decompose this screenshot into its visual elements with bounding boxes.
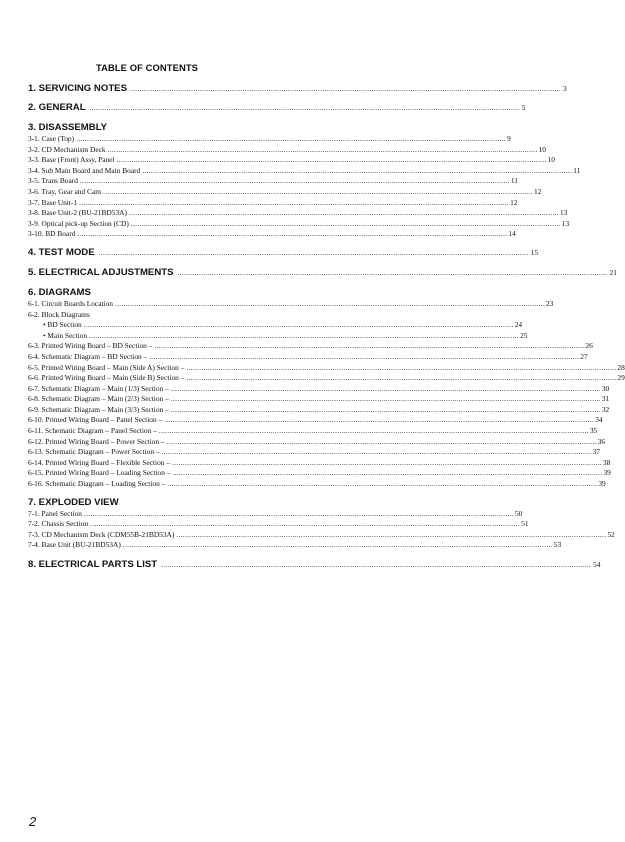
entry-page-number: 30 (601, 383, 610, 393)
toc-entry[interactable] (28, 134, 511, 145)
entry-label: 6-6. Printed Wiring Board – Main (Side B) Section – (28, 373, 185, 383)
section-page-number: 3 (562, 84, 567, 93)
toc-entry[interactable] (28, 155, 555, 166)
entry-label: 3-9. Optical pick-up Section (CD) (28, 218, 129, 228)
leader-dots: ........................................................................................................................................................................................................ (176, 530, 607, 539)
entry-page-number: 9 (507, 134, 511, 143)
entry-page-number: 36 (597, 436, 606, 446)
section-heading[interactable] (28, 246, 539, 259)
leader-dots: ........................................................................................................................................................................................................ (186, 374, 617, 383)
leader-dots: ........................................................................................................................................................................................................ (114, 299, 545, 308)
toc-section (28, 266, 617, 279)
entry-page-number: 29 (617, 373, 625, 383)
toc-entry[interactable] (28, 415, 603, 426)
leader-dots: ........................................................................................................................................................................................................ (142, 166, 573, 175)
leader-dots: ........................................................................................................................................................................................................ (161, 448, 592, 457)
entry-label: 6-15. Printed Wiring Board – Loading Section – (28, 468, 171, 478)
leader-dots: ........................................................................................................................................................................................................ (128, 209, 559, 218)
section-heading[interactable] (28, 266, 617, 279)
leader-dots: ........................................................................................................................................................................................................ (158, 427, 589, 436)
entry-label: 6-11. Schematic Diagram – Panel Section – (28, 426, 157, 436)
entry-label: 7-2. Chassis Section (28, 519, 89, 529)
toc-entry[interactable] (28, 508, 523, 520)
entry-page-number: 24 (514, 320, 523, 330)
toc-entry[interactable] (28, 404, 610, 416)
leader-dots: ........................................................................................................................................................................................................ (177, 268, 608, 277)
entry-label: 3-10. BD Board (28, 229, 76, 239)
entry-page-number: 52 (607, 529, 615, 539)
entry-label: 3-1. Case (Top) (28, 134, 75, 143)
section-page-number: 21 (609, 267, 617, 277)
entry-page-number: 27 (580, 351, 588, 361)
leader-dots: ........................................................................................................................................................................................................ (79, 177, 510, 186)
section-page-number: 15 (530, 247, 539, 257)
entry-label: • Main Section (43, 330, 88, 340)
section-heading[interactable] (28, 559, 601, 571)
toc-entry[interactable] (28, 351, 588, 363)
leader-dots: ........................................................................................................................................................................................................ (76, 135, 507, 143)
toc-entry[interactable] (28, 218, 570, 230)
leader-dots: ........................................................................................................................................................................................................ (186, 363, 617, 372)
entry-label: 6-4. Schematic Diagram – BD Section – (28, 351, 148, 361)
section-heading[interactable] (28, 497, 266, 509)
toc-entry[interactable] (28, 229, 516, 240)
section-heading[interactable] (28, 83, 567, 95)
leader-dots: ........................................................................................................................................................................................................ (107, 145, 538, 154)
section-heading[interactable] (28, 287, 266, 299)
entry-page-number: 11 (510, 176, 519, 186)
leader-dots: ........................................................................................................................................................................................................ (170, 405, 601, 414)
toc-entry[interactable] (28, 447, 600, 458)
toc-entry[interactable] (28, 298, 554, 310)
leader-dots: ........................................................................................................................................................................................................ (89, 104, 520, 112)
toc-entry[interactable] (28, 436, 606, 448)
leader-dots: ........................................................................................................................................................................................................ (154, 342, 585, 351)
entry-label: 3-8. Base Unit-2 (BU-21BD53A) (28, 208, 127, 218)
table-of-contents (28, 62, 625, 571)
entry-page-number: 32 (601, 404, 610, 414)
entry-label: 7-4. Base Unit (BU-21BD53A) (28, 540, 121, 550)
leader-dots: ........................................................................................................................................................................................................ (149, 352, 580, 361)
toc-entry[interactable] (28, 529, 615, 541)
toc-sections (28, 83, 625, 571)
entry-label: 6-3. Printed Wiring Board – BD Section – (28, 341, 153, 351)
entry-label: 3-6. Tray, Gear and Cam (28, 186, 102, 196)
entry-page-number: 13 (561, 218, 570, 228)
toc-section (28, 286, 625, 490)
entry-page-number: 23 (545, 298, 554, 308)
entry-page-number: 34 (595, 415, 603, 425)
entry-page-number: 37 (592, 447, 600, 457)
toc-entry[interactable] (28, 320, 523, 331)
entry-page-number: 28 (617, 362, 625, 372)
entry-label: 6-12. Printed Wiring Board – Power Section – (28, 436, 165, 446)
entry-page-number: 39 (598, 479, 606, 489)
leader-dots: ........................................................................................................................................................................................................ (172, 458, 603, 467)
section-heading-label: 8. ELECTRICAL PARTS LIST (28, 559, 158, 570)
section-heading-label: 5. ELECTRICAL ADJUSTMENTS (28, 266, 174, 278)
toc-entry[interactable] (28, 362, 625, 374)
leader-dots: ........................................................................................................................................................................................................ (167, 480, 598, 489)
toc-section (28, 83, 567, 95)
entry-page-number: 11 (573, 165, 581, 175)
leader-dots: ........................................................................................................................................................................................................ (164, 416, 595, 425)
entry-label: 3-7. Base Unit-1 (28, 197, 78, 207)
leader-dots: ........................................................................................................................................................................................................ (130, 219, 561, 228)
toc-entry[interactable] (28, 519, 529, 530)
toc-section (28, 122, 581, 240)
toc-entry[interactable] (28, 426, 598, 437)
leader-dots: ........................................................................................................................................................................................................ (122, 541, 553, 550)
leader-dots: ........................................................................................................................................................................................................ (172, 469, 603, 478)
leader-dots: ........................................................................................................................................................................................................ (90, 520, 521, 529)
entry-label: 7-1. Panel Section (28, 508, 82, 518)
toc-entry[interactable] (28, 310, 266, 321)
entry-label: 6-13. Schematic Diagram – Power Section – (28, 447, 160, 457)
toc-section (28, 496, 615, 551)
entry-page-number: 39 (603, 468, 611, 478)
page-number: 2 (29, 814, 37, 829)
entry-page-number: 53 (553, 540, 562, 550)
section-page-number: 5 (521, 103, 526, 112)
section-heading-label: 1. SERVICING NOTES (28, 83, 127, 94)
entry-page-number: 31 (601, 394, 610, 404)
toc-entry[interactable] (28, 479, 606, 490)
toc-entry[interactable] (28, 176, 519, 187)
entry-page-number: 10 (547, 155, 555, 165)
entry-label: 6-1. Circuit Boards Location (28, 298, 113, 308)
leader-dots: ........................................................................................................................................................................................................ (170, 384, 601, 393)
toc-entry[interactable] (28, 208, 568, 219)
section-heading-label: 4. TEST MODE (28, 246, 95, 258)
entry-page-number: 25 (520, 330, 528, 340)
section-heading-label: 6. DIAGRAMS (28, 286, 91, 298)
entry-label: 6-16. Schematic Diagram – Loading Section – (28, 479, 166, 489)
leader-dots: ........................................................................................................................................................................................................ (98, 248, 529, 257)
toc-entry[interactable] (28, 197, 518, 209)
entry-label: 6-5. Printed Wiring Board – Main (Side A) Section – (28, 362, 185, 372)
entry-page-number: 12 (534, 186, 542, 196)
leader-dots: ........................................................................................................................................................................................................ (130, 85, 561, 93)
toc-section (28, 246, 539, 259)
section-heading-label: 3. DISASSEMBLY (28, 122, 108, 133)
leader-dots: ........................................................................................................................................................................................................ (161, 561, 592, 569)
section-heading-label: 7. EXPLODED VIEW (28, 496, 119, 508)
entry-page-number: 14 (508, 229, 516, 239)
section-heading[interactable] (28, 102, 526, 114)
toc-section (28, 102, 526, 114)
entry-label: 6-2. Block Diagrams (28, 309, 90, 319)
entry-page-number: 26 (585, 341, 593, 351)
entry-label: 3-2. CD Mechanism Deck (28, 144, 106, 154)
entry-page-number: 10 (538, 144, 546, 154)
entry-page-number: 13 (559, 208, 568, 218)
entry-label: 3-5. Trans Board (28, 176, 78, 186)
entry-page-number: 35 (589, 426, 598, 436)
toc-section (28, 559, 601, 571)
toc-entry[interactable] (28, 373, 625, 384)
toc-entry[interactable] (28, 186, 542, 198)
leader-dots: ........................................................................................................................................................................................................ (103, 187, 534, 196)
leader-dots: ........................................................................................................................................................................................................ (166, 437, 597, 446)
entry-label: • BD Section (43, 320, 82, 330)
entry-label: 6-8. Schematic Diagram – Main (2/3) Section – (28, 394, 169, 404)
toc-entry[interactable] (28, 341, 593, 352)
toc-entry[interactable] (28, 330, 528, 342)
toc-entry[interactable] (28, 144, 546, 156)
entry-label: 3-3. Base (Front) Assy, Panel (28, 155, 115, 165)
leader-dots: ........................................................................................................................................................................................................ (89, 331, 520, 340)
leader-dots: ........................................................................................................................................................................................................ (83, 509, 514, 518)
leader-dots: ........................................................................................................................................................................................................ (83, 321, 514, 330)
toc-entry[interactable] (28, 457, 611, 469)
entry-label: 3-4. Sub Main Board and Main Board (28, 165, 141, 175)
entry-label: 6-14. Printed Wiring Board – Flexible Section – (28, 457, 171, 467)
entry-label: 7-3. CD Mechanism Deck (CDM55B-21BD53A) (28, 529, 175, 539)
entry-page-number: 51 (521, 519, 529, 529)
leader-dots: ........................................................................................................................................................................................................ (170, 395, 601, 404)
toc-title: TABLE OF CONTENTS (95, 62, 199, 73)
entry-page-number: 50 (514, 508, 523, 518)
entry-label: 6-9. Schematic Diagram – Main (3/3) Section – (28, 404, 169, 414)
toc-entry[interactable] (28, 394, 610, 405)
leader-dots: ........................................................................................................................................................................................................ (77, 230, 508, 239)
toc-entry[interactable] (28, 165, 581, 177)
entry-label: 6-10. Printed Wiring Board – Panel Section – (28, 415, 163, 425)
toc-entry[interactable] (28, 383, 610, 395)
leader-dots: ........................................................................................................................................................................................................ (116, 156, 547, 165)
leader-dots: ........................................................................................................................................................................................................ (79, 198, 510, 207)
toc-entry[interactable] (28, 540, 562, 551)
section-page-number: 54 (593, 560, 601, 569)
entry-page-number: 38 (603, 457, 611, 467)
section-heading[interactable] (28, 122, 266, 134)
entry-page-number: 12 (510, 197, 518, 207)
toc-entry[interactable] (28, 468, 611, 479)
entry-label: 6-7. Schematic Diagram – Main (1/3) Section – (28, 383, 169, 393)
section-heading-label: 2. GENERAL (28, 102, 86, 113)
